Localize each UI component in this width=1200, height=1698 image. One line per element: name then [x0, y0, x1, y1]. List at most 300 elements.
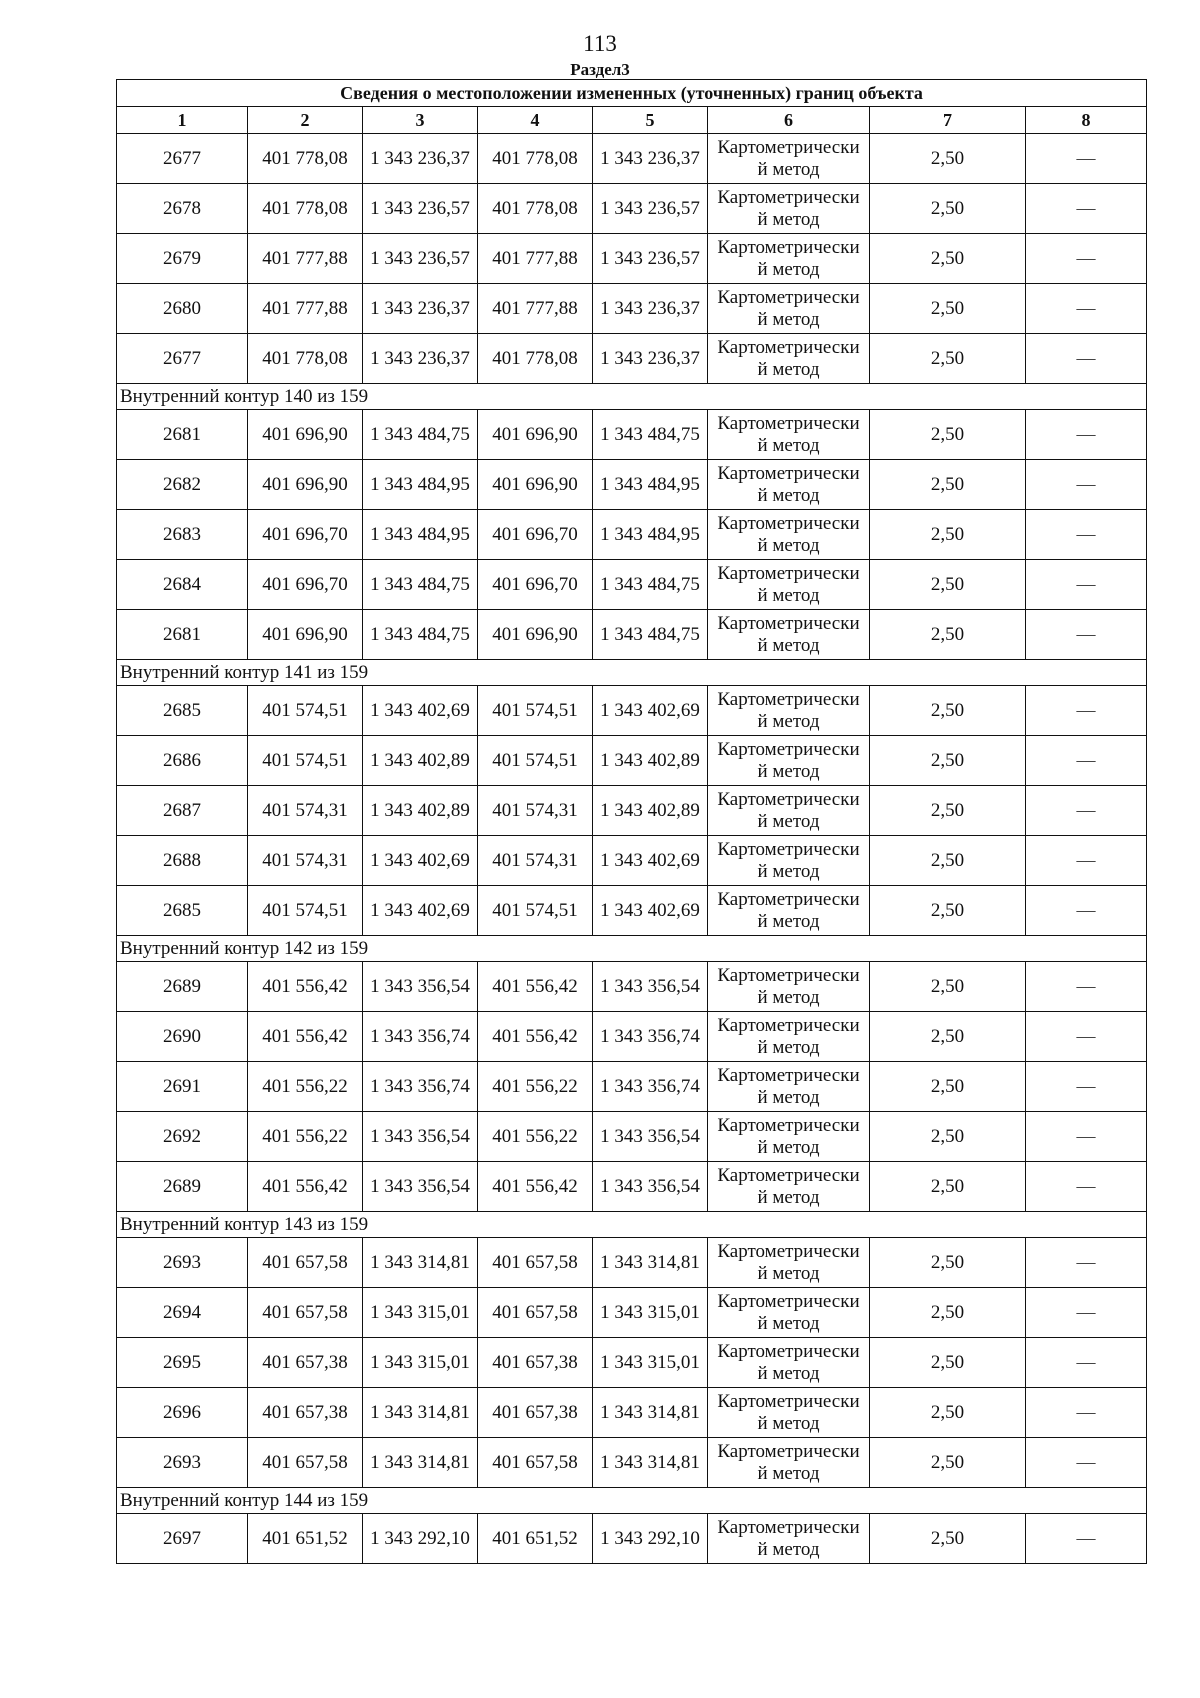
method-text-line2: й метод [757, 1312, 820, 1334]
method-text-line1: Картометрически [717, 612, 860, 634]
x-new-cell: 401 778,08 [478, 184, 593, 234]
method-text-line1: Картометрически [717, 336, 860, 358]
method-text-line1: Картометрически [717, 838, 860, 860]
y-new-cell: 1 343 484,75 [593, 560, 708, 610]
y-new-cell: 1 343 484,95 [593, 510, 708, 560]
method-cell [708, 962, 870, 1012]
y-existing-cell: 1 343 402,89 [363, 786, 478, 836]
table-title: Сведения о местоположении измененных (уточненных) границ объекта [117, 80, 1147, 107]
column-header: 6 [708, 107, 870, 134]
y-existing-cell: 1 343 315,01 [363, 1338, 478, 1388]
accuracy-cell: 2,50 [870, 1162, 1026, 1212]
method-text-line2: й метод [757, 158, 820, 180]
method-cell [708, 1112, 870, 1162]
contour-heading: Внутренний контур 142 из 159 [117, 936, 1147, 962]
x-new-cell: 401 574,51 [478, 686, 593, 736]
description-cell: — [1026, 410, 1147, 460]
page-number: 113 [583, 31, 617, 56]
point-number-cell: 2693 [117, 1438, 248, 1488]
x-existing-cell: 401 657,58 [248, 1438, 363, 1488]
accuracy-cell: 2,50 [870, 786, 1026, 836]
method-text-line2: й метод [757, 810, 820, 832]
contour-heading-row [117, 936, 1147, 962]
description-cell: — [1026, 686, 1147, 736]
table-row [117, 736, 1147, 786]
method-cell [708, 1062, 870, 1112]
description-cell: — [1026, 560, 1147, 610]
contour-heading-row [117, 1212, 1147, 1238]
accuracy-cell: 2,50 [870, 134, 1026, 184]
accuracy-cell: 2,50 [870, 334, 1026, 384]
x-new-cell: 401 657,38 [478, 1388, 593, 1438]
x-new-cell: 401 696,90 [478, 610, 593, 660]
description-cell: — [1026, 886, 1147, 936]
x-new-cell: 401 556,22 [478, 1112, 593, 1162]
point-number-cell: 2691 [117, 1062, 248, 1112]
y-existing-cell: 1 343 484,75 [363, 610, 478, 660]
x-existing-cell: 401 777,88 [248, 234, 363, 284]
method-text-line1: Картометрически [717, 1340, 860, 1362]
method-cell [708, 1338, 870, 1388]
x-existing-cell: 401 574,51 [248, 686, 363, 736]
y-new-cell: 1 343 356,74 [593, 1012, 708, 1062]
x-existing-cell: 401 574,51 [248, 736, 363, 786]
x-existing-cell: 401 556,42 [248, 1162, 363, 1212]
table-row [117, 460, 1147, 510]
method-text-line1: Картометрически [717, 286, 860, 308]
method-cell [708, 786, 870, 836]
method-cell [708, 686, 870, 736]
y-existing-cell: 1 343 356,54 [363, 962, 478, 1012]
method-text-line2: й метод [757, 358, 820, 380]
description-cell: — [1026, 610, 1147, 660]
method-text-line1: Картометрически [717, 1114, 860, 1136]
x-existing-cell: 401 556,42 [248, 962, 363, 1012]
coordinates-table [116, 79, 1147, 1564]
method-cell [708, 736, 870, 786]
method-cell [708, 610, 870, 660]
point-number-cell: 2693 [117, 1238, 248, 1288]
method-text-line1: Картометрически [717, 512, 860, 534]
x-new-cell: 401 574,51 [478, 736, 593, 786]
description-cell: — [1026, 284, 1147, 334]
description-cell: — [1026, 962, 1147, 1012]
accuracy-cell: 2,50 [870, 1062, 1026, 1112]
x-existing-cell: 401 556,22 [248, 1112, 363, 1162]
contour-heading: Внутренний контур 141 из 159 [117, 660, 1147, 686]
x-existing-cell: 401 657,58 [248, 1288, 363, 1338]
contour-heading-row [117, 1488, 1147, 1514]
point-number-cell: 2684 [117, 560, 248, 610]
method-text-line1: Картометрически [717, 136, 860, 158]
y-existing-cell: 1 343 236,57 [363, 234, 478, 284]
x-existing-cell: 401 556,42 [248, 1012, 363, 1062]
point-number-cell: 2677 [117, 134, 248, 184]
method-cell [708, 460, 870, 510]
accuracy-cell: 2,50 [870, 962, 1026, 1012]
y-existing-cell: 1 343 314,81 [363, 1388, 478, 1438]
method-cell [708, 1288, 870, 1338]
contour-heading-row [117, 660, 1147, 686]
method-cell [708, 510, 870, 560]
y-existing-cell: 1 343 315,01 [363, 1288, 478, 1338]
description-cell: — [1026, 184, 1147, 234]
point-number-cell: 2681 [117, 610, 248, 660]
method-text-line1: Картометрически [717, 1440, 860, 1462]
y-new-cell: 1 343 402,69 [593, 686, 708, 736]
method-cell [708, 410, 870, 460]
description-cell: — [1026, 1338, 1147, 1388]
point-number-cell: 2685 [117, 886, 248, 936]
method-cell [708, 1438, 870, 1488]
y-existing-cell: 1 343 314,81 [363, 1438, 478, 1488]
table-row [117, 1288, 1147, 1338]
y-existing-cell: 1 343 356,54 [363, 1112, 478, 1162]
accuracy-cell: 2,50 [870, 510, 1026, 560]
y-new-cell: 1 343 314,81 [593, 1438, 708, 1488]
method-cell [708, 334, 870, 384]
point-number-cell: 2695 [117, 1338, 248, 1388]
method-text-line2: й метод [757, 860, 820, 882]
accuracy-cell: 2,50 [870, 1388, 1026, 1438]
description-cell: — [1026, 1012, 1147, 1062]
table-title-row [117, 80, 1147, 107]
table-row [117, 1162, 1147, 1212]
x-new-cell: 401 657,38 [478, 1338, 593, 1388]
method-text-line1: Картометрически [717, 1240, 860, 1262]
method-text-line1: Картометрически [717, 1014, 860, 1036]
x-existing-cell: 401 657,38 [248, 1388, 363, 1438]
contour-heading: Внутренний контур 144 из 159 [117, 1488, 1147, 1514]
method-cell [708, 134, 870, 184]
accuracy-cell: 2,50 [870, 1438, 1026, 1488]
description-cell: — [1026, 786, 1147, 836]
y-existing-cell: 1 343 356,54 [363, 1162, 478, 1212]
point-number-cell: 2685 [117, 686, 248, 736]
y-existing-cell: 1 343 402,69 [363, 886, 478, 936]
method-text-line1: Картометрически [717, 462, 860, 484]
method-text-line2: й метод [757, 986, 820, 1008]
method-text-line2: й метод [757, 434, 820, 456]
column-header: 1 [117, 107, 248, 134]
x-existing-cell: 401 574,31 [248, 786, 363, 836]
x-existing-cell: 401 556,22 [248, 1062, 363, 1112]
method-text-line2: й метод [757, 710, 820, 732]
method-text-line2: й метод [757, 1262, 820, 1284]
x-new-cell: 401 657,58 [478, 1238, 593, 1288]
contour-heading-row [117, 384, 1147, 410]
method-text-line1: Картометрически [717, 964, 860, 986]
x-new-cell: 401 657,58 [478, 1288, 593, 1338]
y-new-cell: 1 343 402,89 [593, 786, 708, 836]
description-cell: — [1026, 234, 1147, 284]
y-existing-cell: 1 343 356,74 [363, 1062, 478, 1112]
table-row [117, 510, 1147, 560]
y-new-cell: 1 343 402,69 [593, 886, 708, 936]
point-number-cell: 2680 [117, 284, 248, 334]
x-existing-cell: 401 696,70 [248, 560, 363, 610]
y-existing-cell: 1 343 484,75 [363, 410, 478, 460]
y-new-cell: 1 343 236,57 [593, 184, 708, 234]
method-text-line2: й метод [757, 910, 820, 932]
column-header: 5 [593, 107, 708, 134]
y-existing-cell: 1 343 402,69 [363, 836, 478, 886]
point-number-cell: 2692 [117, 1112, 248, 1162]
x-new-cell: 401 696,90 [478, 460, 593, 510]
table-row [117, 560, 1147, 610]
y-new-cell: 1 343 356,74 [593, 1062, 708, 1112]
method-text-line2: й метод [757, 1136, 820, 1158]
method-cell [708, 1514, 870, 1564]
method-text-line1: Картометрически [717, 1516, 860, 1538]
table-row [117, 1062, 1147, 1112]
accuracy-cell: 2,50 [870, 410, 1026, 460]
method-text-line2: й метод [757, 1462, 820, 1484]
table-row [117, 1514, 1147, 1564]
method-text-line1: Картометрически [717, 186, 860, 208]
x-new-cell: 401 574,31 [478, 786, 593, 836]
y-new-cell: 1 343 484,75 [593, 410, 708, 460]
x-new-cell: 401 777,88 [478, 234, 593, 284]
point-number-cell: 2679 [117, 234, 248, 284]
method-cell [708, 1388, 870, 1438]
table-row [117, 1338, 1147, 1388]
description-cell: — [1026, 736, 1147, 786]
point-number-cell: 2688 [117, 836, 248, 886]
point-number-cell: 2678 [117, 184, 248, 234]
y-existing-cell: 1 343 236,37 [363, 334, 478, 384]
point-number-cell: 2682 [117, 460, 248, 510]
description-cell: — [1026, 1162, 1147, 1212]
method-text-line1: Картометрически [717, 688, 860, 710]
description-cell: — [1026, 836, 1147, 886]
x-new-cell: 401 556,42 [478, 962, 593, 1012]
point-number-cell: 2686 [117, 736, 248, 786]
x-new-cell: 401 778,08 [478, 134, 593, 184]
table-row [117, 1012, 1147, 1062]
point-number-cell: 2696 [117, 1388, 248, 1438]
y-new-cell: 1 343 236,57 [593, 234, 708, 284]
table-row [117, 962, 1147, 1012]
x-existing-cell: 401 696,90 [248, 460, 363, 510]
contour-heading: Внутренний контур 140 из 159 [117, 384, 1147, 410]
column-header: 8 [1026, 107, 1147, 134]
description-cell: — [1026, 1438, 1147, 1488]
method-text-line2: й метод [757, 534, 820, 556]
point-number-cell: 2687 [117, 786, 248, 836]
method-text-line2: й метод [757, 208, 820, 230]
accuracy-cell: 2,50 [870, 560, 1026, 610]
method-cell [708, 234, 870, 284]
method-text-line2: й метод [757, 760, 820, 782]
method-text-line1: Картометрически [717, 412, 860, 434]
point-number-cell: 2689 [117, 1162, 248, 1212]
y-existing-cell: 1 343 314,81 [363, 1238, 478, 1288]
method-text-line2: й метод [757, 1086, 820, 1108]
method-text-line1: Картометрически [717, 1164, 860, 1186]
method-text-line1: Картометрически [717, 888, 860, 910]
y-new-cell: 1 343 315,01 [593, 1338, 708, 1388]
accuracy-cell: 2,50 [870, 460, 1026, 510]
method-cell [708, 1012, 870, 1062]
x-existing-cell: 401 574,51 [248, 886, 363, 936]
x-new-cell: 401 574,51 [478, 886, 593, 936]
x-new-cell: 401 696,70 [478, 510, 593, 560]
table-row [117, 1388, 1147, 1438]
section-label: Раздел3 [570, 60, 630, 79]
method-text-line1: Картометрически [717, 1290, 860, 1312]
method-text-line1: Картометрически [717, 236, 860, 258]
y-existing-cell: 1 343 402,89 [363, 736, 478, 786]
y-new-cell: 1 343 236,37 [593, 134, 708, 184]
y-new-cell: 1 343 236,37 [593, 334, 708, 384]
method-cell [708, 886, 870, 936]
point-number-cell: 2683 [117, 510, 248, 560]
point-number-cell: 2689 [117, 962, 248, 1012]
accuracy-cell: 2,50 [870, 1012, 1026, 1062]
y-new-cell: 1 343 315,01 [593, 1288, 708, 1338]
accuracy-cell: 2,50 [870, 1238, 1026, 1288]
x-existing-cell: 401 657,58 [248, 1238, 363, 1288]
y-existing-cell: 1 343 484,95 [363, 460, 478, 510]
y-existing-cell: 1 343 236,37 [363, 284, 478, 334]
accuracy-cell: 2,50 [870, 184, 1026, 234]
method-text-line2: й метод [757, 1036, 820, 1058]
column-header: 7 [870, 107, 1026, 134]
x-new-cell: 401 777,88 [478, 284, 593, 334]
x-existing-cell: 401 778,08 [248, 134, 363, 184]
method-cell [708, 1238, 870, 1288]
table-row [117, 284, 1147, 334]
method-text-line1: Картометрически [717, 788, 860, 810]
accuracy-cell: 2,50 [870, 1338, 1026, 1388]
table-row [117, 1238, 1147, 1288]
table-row [117, 184, 1147, 234]
accuracy-cell: 2,50 [870, 836, 1026, 886]
x-existing-cell: 401 657,38 [248, 1338, 363, 1388]
accuracy-cell: 2,50 [870, 610, 1026, 660]
column-header-row [117, 107, 1147, 134]
method-text-line1: Картометрически [717, 738, 860, 760]
description-cell: — [1026, 1288, 1147, 1338]
x-existing-cell: 401 778,08 [248, 334, 363, 384]
accuracy-cell: 2,50 [870, 1514, 1026, 1564]
method-text-line2: й метод [757, 258, 820, 280]
x-new-cell: 401 696,70 [478, 560, 593, 610]
column-header: 3 [363, 107, 478, 134]
description-cell: — [1026, 334, 1147, 384]
method-text-line2: й метод [757, 1362, 820, 1384]
method-cell [708, 1162, 870, 1212]
method-text-line2: й метод [757, 308, 820, 330]
y-new-cell: 1 343 402,69 [593, 836, 708, 886]
y-new-cell: 1 343 402,89 [593, 736, 708, 786]
x-existing-cell: 401 696,90 [248, 410, 363, 460]
table-row [117, 836, 1147, 886]
y-new-cell: 1 343 356,54 [593, 1162, 708, 1212]
method-text-line2: й метод [757, 1412, 820, 1434]
x-new-cell: 401 651,52 [478, 1514, 593, 1564]
method-cell [708, 284, 870, 334]
method-text-line2: й метод [757, 634, 820, 656]
y-new-cell: 1 343 292,10 [593, 1514, 708, 1564]
accuracy-cell: 2,50 [870, 686, 1026, 736]
contour-heading: Внутренний контур 143 из 159 [117, 1212, 1147, 1238]
x-existing-cell: 401 574,31 [248, 836, 363, 886]
y-existing-cell: 1 343 292,10 [363, 1514, 478, 1564]
table-row [117, 1112, 1147, 1162]
method-cell [708, 836, 870, 886]
y-new-cell: 1 343 314,81 [593, 1388, 708, 1438]
point-number-cell: 2694 [117, 1288, 248, 1338]
table-row [117, 234, 1147, 284]
x-existing-cell: 401 778,08 [248, 184, 363, 234]
y-new-cell: 1 343 356,54 [593, 962, 708, 1012]
x-existing-cell: 401 696,90 [248, 610, 363, 660]
accuracy-cell: 2,50 [870, 284, 1026, 334]
description-cell: — [1026, 460, 1147, 510]
x-existing-cell: 401 777,88 [248, 284, 363, 334]
description-cell: — [1026, 1112, 1147, 1162]
accuracy-cell: 2,50 [870, 234, 1026, 284]
y-new-cell: 1 343 314,81 [593, 1238, 708, 1288]
method-text-line1: Картометрически [717, 1390, 860, 1412]
method-cell [708, 184, 870, 234]
x-new-cell: 401 574,31 [478, 836, 593, 886]
y-new-cell: 1 343 484,75 [593, 610, 708, 660]
point-number-cell: 2690 [117, 1012, 248, 1062]
y-existing-cell: 1 343 236,37 [363, 134, 478, 184]
method-cell [708, 560, 870, 610]
point-number-cell: 2681 [117, 410, 248, 460]
method-text-line1: Картометрически [717, 562, 860, 584]
table-row [117, 1438, 1147, 1488]
x-new-cell: 401 556,42 [478, 1012, 593, 1062]
y-existing-cell: 1 343 236,57 [363, 184, 478, 234]
column-header: 4 [478, 107, 593, 134]
x-new-cell: 401 657,58 [478, 1438, 593, 1488]
table-row [117, 410, 1147, 460]
x-existing-cell: 401 651,52 [248, 1514, 363, 1564]
accuracy-cell: 2,50 [870, 1112, 1026, 1162]
x-existing-cell: 401 696,70 [248, 510, 363, 560]
description-cell: — [1026, 1238, 1147, 1288]
point-number-cell: 2697 [117, 1514, 248, 1564]
table-row [117, 786, 1147, 836]
table-row [117, 886, 1147, 936]
x-new-cell: 401 696,90 [478, 410, 593, 460]
x-new-cell: 401 556,42 [478, 1162, 593, 1212]
table-row [117, 610, 1147, 660]
y-new-cell: 1 343 236,37 [593, 284, 708, 334]
description-cell: — [1026, 510, 1147, 560]
y-existing-cell: 1 343 402,69 [363, 686, 478, 736]
table-body [117, 80, 1147, 1564]
x-new-cell: 401 778,08 [478, 334, 593, 384]
accuracy-cell: 2,50 [870, 1288, 1026, 1338]
point-number-cell: 2677 [117, 334, 248, 384]
accuracy-cell: 2,50 [870, 736, 1026, 786]
x-new-cell: 401 556,22 [478, 1062, 593, 1112]
y-new-cell: 1 343 484,95 [593, 460, 708, 510]
method-text-line2: й метод [757, 484, 820, 506]
method-text-line2: й метод [757, 1186, 820, 1208]
description-cell: — [1026, 134, 1147, 184]
method-text-line2: й метод [757, 1538, 820, 1560]
y-new-cell: 1 343 356,54 [593, 1112, 708, 1162]
method-text-line2: й метод [757, 584, 820, 606]
y-existing-cell: 1 343 356,74 [363, 1012, 478, 1062]
